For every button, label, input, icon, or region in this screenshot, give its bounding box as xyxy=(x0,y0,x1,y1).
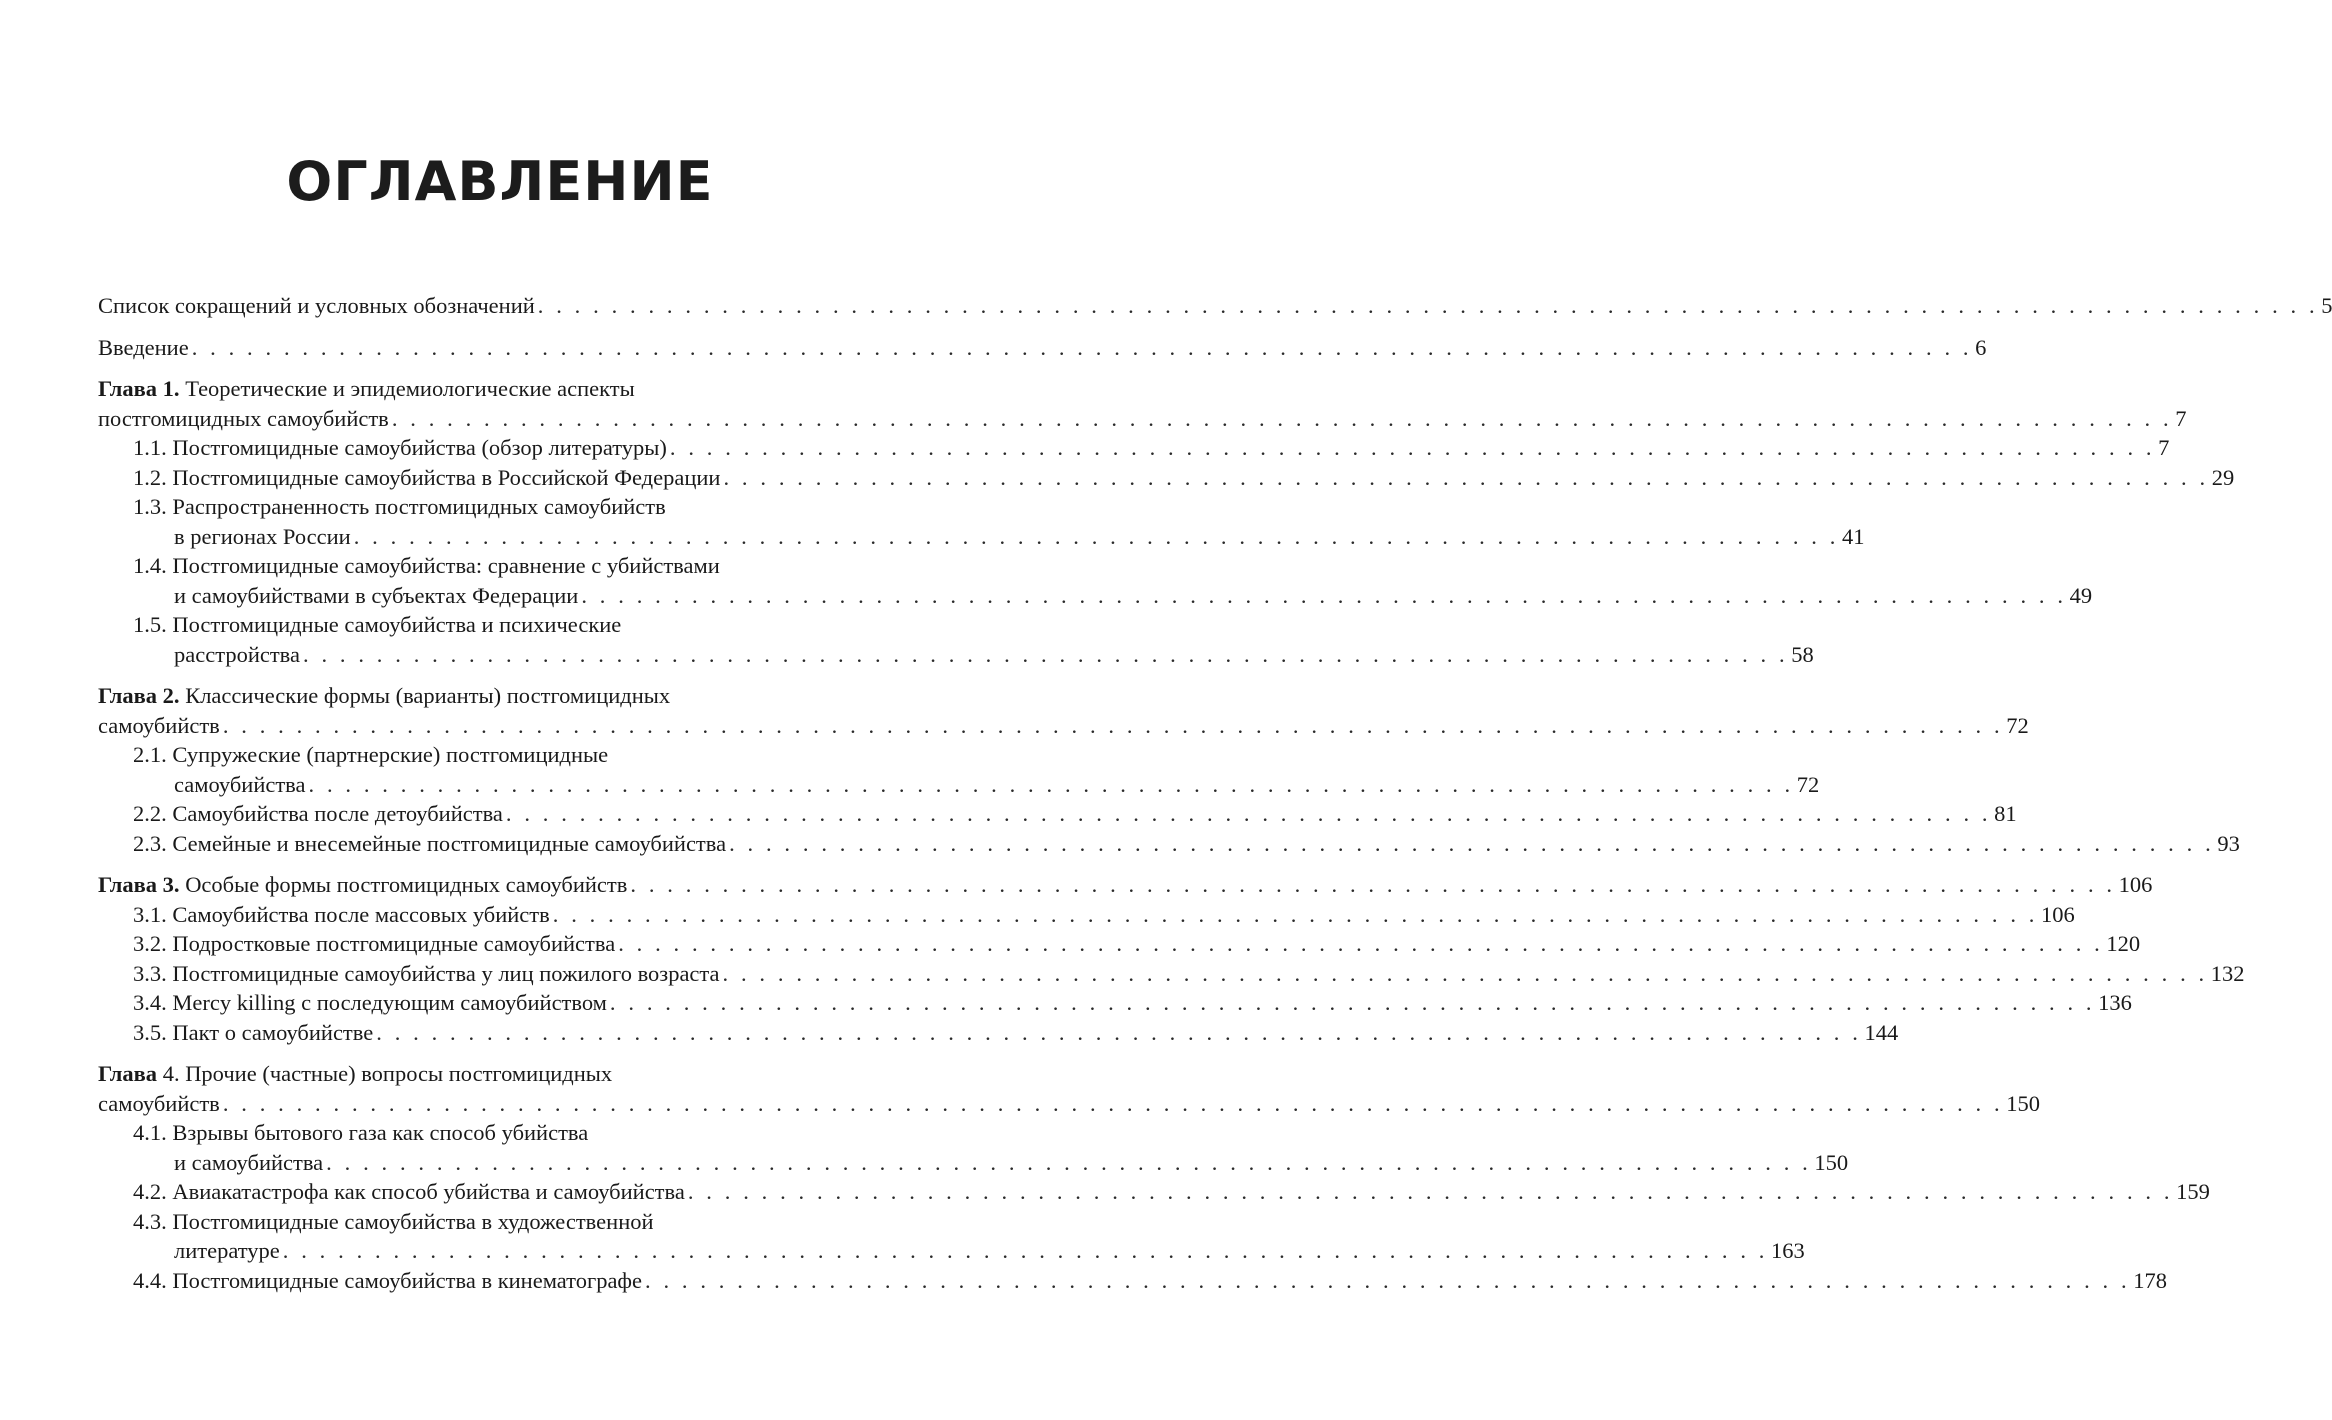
dot-leader: . . . . . . . . . . . . . . . . . . . . . . . . . . . . . . . . . . . . . . . . . . . . . . . . . . . . . . . . . . . . . . . . . . . . . . . . . . . . . . . . . xyxy=(581,582,2067,608)
section-number: 1.3. xyxy=(133,494,167,519)
toc-section-1-2[interactable] xyxy=(98,463,2235,493)
toc-page-number: 72 xyxy=(1796,771,1820,797)
toc-section-2-2[interactable] xyxy=(98,799,2017,829)
toc-chapter-1[interactable] xyxy=(98,374,889,404)
toc-section-3-2[interactable] xyxy=(98,929,2141,959)
toc-page-number: 163 xyxy=(1771,1238,1805,1263)
dot-leader: . . . . . . . . . . . . . . . . . . . . . . . . . . . . . . . . . . . . . . . . . . . . . . . . . . . . . . . . . . . . . . . . . . . . . . . . . . . . . . . . . . . . . . . . . . . . . . . . . xyxy=(222,1090,2004,1116)
section-number: 3.4. xyxy=(133,990,167,1015)
toc-entry-title-cont: самоубийства xyxy=(174,771,306,797)
dot-leader: . . . . . . . . . . . . . . . . . . . . . . . . . . . . . . . . . . . . . . . . . . . . . . . . . . . . . . . . . . . . . . . . . . . . . . . . . . . . . . . . . . . . . . . . . . . . . . . . . xyxy=(391,405,2173,431)
chapter-label: Глава xyxy=(98,1061,158,1086)
toc-page-number: 6 xyxy=(1975,334,1987,360)
toc-entry-title: Пакт о самоубийстве xyxy=(172,1019,374,1045)
section-number: 3.5. xyxy=(133,1019,167,1045)
toc-chapter-1-cont[interactable] xyxy=(98,404,2187,434)
toc-entry-title-cont: в регионах России xyxy=(174,523,351,549)
toc-page-number: 106 xyxy=(2118,872,2153,897)
toc-entry-title: Классические формы (варианты) постгомицидных xyxy=(185,683,671,708)
toc-entry-title: Постгомицидные самоубийства у лиц пожилого возраста xyxy=(172,960,720,986)
toc-entry-title: Самоубийства после массовых убийств xyxy=(172,901,550,927)
toc-entry-title: Взрывы бытового газа как способ убийства xyxy=(172,1120,589,1145)
toc-page-number: 178 xyxy=(2133,1267,2167,1293)
toc-page-number: 106 xyxy=(2041,901,2075,927)
toc-page-number: 5 xyxy=(2321,293,2332,318)
toc-section-4-3[interactable] xyxy=(98,1207,889,1237)
toc-chapter-2-cont[interactable] xyxy=(98,711,2029,741)
toc-entry-title-cont: самоубийств xyxy=(98,712,220,738)
toc-entry-title-cont: и самоубийства xyxy=(174,1149,324,1175)
section-number: 3.2. xyxy=(133,931,167,956)
toc-page-number: 159 xyxy=(2176,1179,2210,1204)
toc-page-number: 7 xyxy=(2175,405,2187,431)
dot-leader: . . . . . . . . . . . . . . . . . . . . . . . . . . . . . . . . . . . . . . . . . . . . . . . . . . . . . . . . . . . . . . . . . . . . . . . . . . . . . . . . . xyxy=(618,931,2104,956)
toc-page-number: 132 xyxy=(2210,960,2245,986)
toc-section-1-4[interactable] xyxy=(98,551,889,581)
toc-section-3-4[interactable] xyxy=(98,988,2132,1018)
page-title: ОГЛАВЛЕНИЕ xyxy=(286,150,714,213)
toc-page-number: 144 xyxy=(1864,1019,1899,1045)
section-number: 4.2. xyxy=(133,1179,167,1204)
toc-section-3-5[interactable] xyxy=(98,1018,1899,1048)
toc-section-1-3[interactable] xyxy=(98,492,889,522)
toc-entry-title-cont: постгомицидных самоубийств xyxy=(98,405,389,431)
dot-leader: . . . . . . . . . . . . . . . . . . . . . . . . . . . . . . . . . . . . . . . . . . . . . . . . . . . . . . . . . . . . . . . . . . . . . . . . . . . . . . . . . xyxy=(645,1267,2131,1293)
toc-section-2-1[interactable] xyxy=(98,740,889,770)
section-number: 4.3. xyxy=(133,1208,167,1234)
section-number: 1.1. xyxy=(133,435,167,460)
section-number: 3.3. xyxy=(133,960,167,986)
toc-section-2-1-cont[interactable] xyxy=(98,770,1820,800)
toc-page-number: 29 xyxy=(2211,464,2235,490)
toc-page-number: 41 xyxy=(1841,523,1865,549)
toc-entry-title: Введение xyxy=(98,334,189,360)
dot-leader: . . . . . . . . . . . . . . . . . . . . . . . . . . . . . . . . . . . . . . . . . . . . . . . . . . . . . . . . . . . . . . . . . . . . . . . . . . . . . . . . . . . . . . . . . . . . . . . . . xyxy=(537,293,2319,318)
toc-section-4-1[interactable] xyxy=(98,1118,889,1148)
toc-chapter-2[interactable] xyxy=(98,681,889,711)
toc-section-4-1-cont[interactable] xyxy=(98,1148,1849,1178)
toc-page-number: 93 xyxy=(2217,830,2240,856)
dot-leader: . . . . . . . . . . . . . . . . . . . . . . . . . . . . . . . . . . . . . . . . . . . . . . . . . . . . . . . . . . . . . . . . . . . . . . . . . . . . . . . . . xyxy=(669,435,2156,460)
section-number: 3.1. xyxy=(133,901,167,927)
section-number: 1.4. xyxy=(133,553,167,578)
toc-entry-abbreviations[interactable] xyxy=(98,291,2332,321)
toc-entry-title: Распространенность постгомицидных самоубийств xyxy=(172,494,666,519)
toc-page-number: 58 xyxy=(1791,641,1814,667)
dot-leader: . . . . . . . . . . . . . . . . . . . . . . . . . . . . . . . . . . . . . . . . . . . . . . . . . . . . . . . . . . . . . . . . . . . . . . . . . . . . . . . . . xyxy=(723,464,2209,490)
dot-leader: . . . . . . . . . . . . . . . . . . . . . . . . . . . . . . . . . . . . . . . . . . . . . . . . . . . . . . . . . . . . . . . . . . . . . . . . . . . . . . . . . xyxy=(308,771,1794,797)
toc-entry-title: Постгомицидные самоубийства и психические xyxy=(172,612,622,637)
toc-entry-title: Постгомицидные самоубийства: сравнение с убийствами xyxy=(172,553,720,578)
section-number: 2.2. xyxy=(133,801,167,826)
dot-leader: . . . . . . . . . . . . . . . . . . . . . . . . . . . . . . . . . . . . . . . . . . . . . . . . . . . . . . . . . . . . . . . . . . . . . . . . . . . . . . . . . xyxy=(326,1149,1812,1175)
toc-entry-title: Теоретические и эпидемиологические аспекты xyxy=(185,376,635,401)
toc-entry-title: Постгомицидные самоубийства в художественной xyxy=(172,1208,654,1234)
toc-page-number: 150 xyxy=(2006,1090,2040,1116)
toc-section-1-1[interactable] xyxy=(98,433,2170,463)
toc-page-number: 150 xyxy=(1814,1149,1849,1175)
toc-entry-title: Супружеские (партнерские) постгомицидные xyxy=(172,742,609,767)
dot-leader: . . . . . . . . . . . . . . . . . . . . . . . . . . . . . . . . . . . . . . . . . . . . . . . . . . . . . . . . . . . . . . . . . . . . . . . . . . . . . . . . . . . . . . . . . . . . . . . . . xyxy=(191,334,1973,360)
toc-chapter-3[interactable] xyxy=(98,870,2153,900)
toc-section-1-5[interactable] xyxy=(98,610,889,640)
dot-leader: . . . . . . . . . . . . . . . . . . . . . . . . . . . . . . . . . . . . . . . . . . . . . . . . . . . . . . . . . . . . . . . . . . . . . . . . . . . . . . . . . xyxy=(505,801,1992,826)
table-of-contents xyxy=(98,291,2332,1295)
section-number: 4.1. xyxy=(133,1120,167,1145)
toc-section-3-3[interactable] xyxy=(98,959,2245,989)
toc-page-number: 49 xyxy=(2069,582,2093,608)
toc-section-1-3-cont[interactable] xyxy=(98,522,1865,552)
toc-section-4-3-cont[interactable] xyxy=(98,1236,1805,1266)
section-number: 2.1. xyxy=(133,742,167,767)
toc-entry-introduction[interactable] xyxy=(98,333,1987,363)
chapter-label: Глава 1. xyxy=(98,376,180,401)
toc-page-number: 81 xyxy=(1994,801,2017,826)
toc-section-4-2[interactable] xyxy=(98,1177,2210,1207)
dot-leader: . . . . . . . . . . . . . . . . . . . . . . . . . . . . . . . . . . . . . . . . . . . . . . . . . . . . . . . . . . . . . . . . . . . . . . . . . . . . . . . . . xyxy=(729,830,2215,856)
dot-leader: . . . . . . . . . . . . . . . . . . . . . . . . . . . . . . . . . . . . . . . . . . . . . . . . . . . . . . . . . . . . . . . . . . . . . . . . . . . . . . . . . xyxy=(303,641,1789,667)
toc-section-1-5-cont[interactable] xyxy=(98,640,1814,670)
toc-entry-title: Постгомицидные самоубийства (обзор литературы) xyxy=(172,435,667,460)
toc-entry-title: Прочие (частные) вопросы постгомицидных xyxy=(185,1061,613,1086)
toc-entry-title-cont: расстройства xyxy=(174,641,300,667)
toc-chapter-4-cont[interactable] xyxy=(98,1089,2040,1119)
toc-page-number: 120 xyxy=(2106,931,2141,956)
toc-entry-title-cont: литературе xyxy=(174,1238,280,1263)
toc-entry-title: Постгомицидные самоубийства в Российской Федерации xyxy=(172,464,721,490)
toc-entry-title-cont: и самоубийствами в субъектах Федерации xyxy=(174,582,579,608)
toc-page-number: 7 xyxy=(2158,435,2170,460)
toc-entry-title: Подростковые постгомицидные самоубийства xyxy=(172,931,616,956)
dot-leader: . . . . . . . . . . . . . . . . . . . . . . . . . . . . . . . . . . . . . . . . . . . . . . . . . . . . . . . . . . . . . . . . . . . . . . . . . . . . . . . . . xyxy=(722,960,2208,986)
chapter-number: 4. xyxy=(162,1061,180,1086)
dot-leader: . . . . . . . . . . . . . . . . . . . . . . . . . . . . . . . . . . . . . . . . . . . . . . . . . . . . . . . . . . . . . . . . . . . . . . . . . . . . . . . . . xyxy=(282,1238,1768,1263)
section-number: 1.5. xyxy=(133,612,167,637)
chapter-label: Глава 2. xyxy=(98,683,180,708)
chapter-label: Глава 3. xyxy=(98,872,180,897)
toc-entry-title: Семейные и внесемейные постгомицидные самоубийства xyxy=(172,830,727,856)
toc-page-number: 72 xyxy=(2006,712,2029,738)
toc-entry-title-cont: самоубийств xyxy=(98,1090,220,1116)
dot-leader: . . . . . . . . . . . . . . . . . . . . . . . . . . . . . . . . . . . . . . . . . . . . . . . . . . . . . . . . . . . . . . . . . . . . . . . . . . . . . . . . . xyxy=(376,1019,1862,1045)
section-number: 4.4. xyxy=(133,1267,167,1293)
dot-leader: . . . . . . . . . . . . . . . . . . . . . . . . . . . . . . . . . . . . . . . . . . . . . . . . . . . . . . . . . . . . . . . . . . . . . . . . . . . . . . . . . . . . . . . . . . . . . . . . . xyxy=(222,712,2004,738)
dot-leader: . . . . . . . . . . . . . . . . . . . . . . . . . . . . . . . . . . . . . . . . . . . . . . . . . . . . . . . . . . . . . . . . . . . . . . . . . . . . . . . . . xyxy=(630,872,2116,897)
toc-section-1-4-cont[interactable] xyxy=(98,581,2093,611)
toc-entry-title: Список сокращений и условных обозначений xyxy=(98,293,535,318)
dot-leader: . . . . . . . . . . . . . . . . . . . . . . . . . . . . . . . . . . . . . . . . . . . . . . . . . . . . . . . . . . . . . . . . . . . . . . . . . . . . . . . . . xyxy=(609,990,2096,1015)
toc-entry-title: Авиакатастрофа как способ убийства и самоубийства xyxy=(172,1179,685,1204)
toc-section-3-1[interactable] xyxy=(98,900,2075,930)
toc-page-number: 136 xyxy=(2098,990,2132,1015)
toc-section-4-4[interactable] xyxy=(98,1266,2167,1296)
dot-leader: . . . . . . . . . . . . . . . . . . . . . . . . . . . . . . . . . . . . . . . . . . . . . . . . . . . . . . . . . . . . . . . . . . . . . . . . . . . . . . . . . xyxy=(353,523,1839,549)
section-number: 1.2. xyxy=(133,464,167,490)
toc-entry-title: Постгомицидные самоубийства в кинематографе xyxy=(172,1267,642,1293)
section-number: 2.3. xyxy=(133,830,167,856)
toc-entry-title: Особые формы постгомицидных самоубийств xyxy=(185,872,628,897)
dot-leader: . . . . . . . . . . . . . . . . . . . . . . . . . . . . . . . . . . . . . . . . . . . . . . . . . . . . . . . . . . . . . . . . . . . . . . . . . . . . . . . . . xyxy=(552,901,2038,927)
toc-chapter-4[interactable] xyxy=(98,1059,889,1089)
dot-leader: . . . . . . . . . . . . . . . . . . . . . . . . . . . . . . . . . . . . . . . . . . . . . . . . . . . . . . . . . . . . . . . . . . . . . . . . . . . . . . . . . xyxy=(687,1179,2174,1204)
toc-entry-title: Mercy killing с последующим самоубийством xyxy=(172,990,607,1015)
toc-section-2-3[interactable] xyxy=(98,829,2240,859)
toc-entry-title: Самоубийства после детоубийства xyxy=(172,801,503,826)
